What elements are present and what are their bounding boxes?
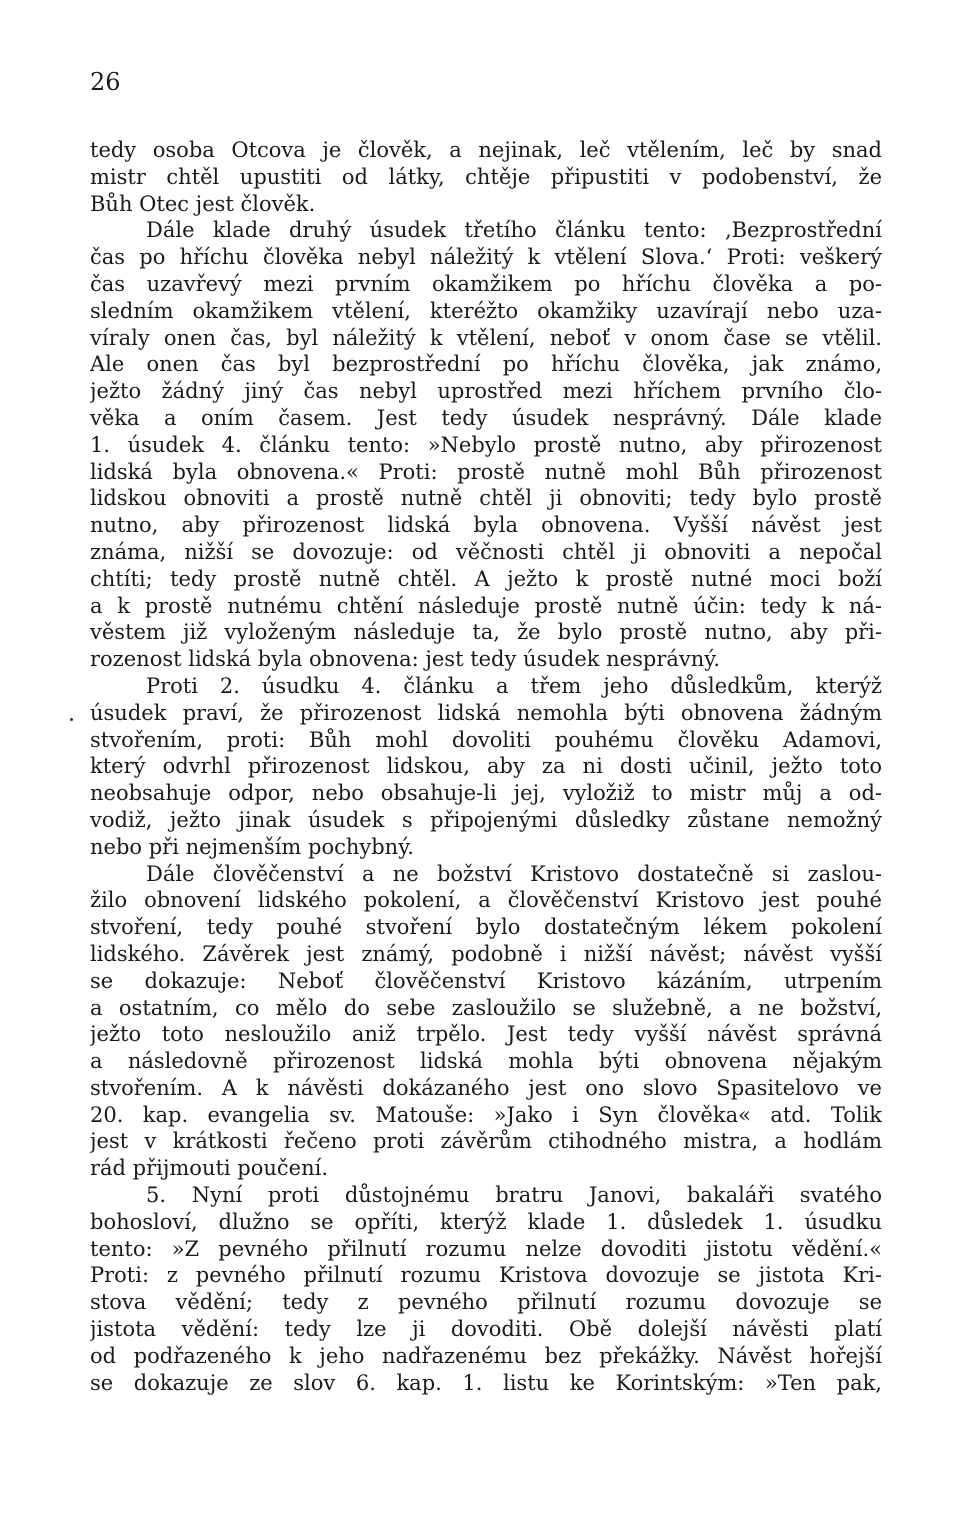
- text-line: nebo při nejmenším pochybný.: [90, 834, 414, 859]
- text-line: a následovně přirozenost lidská mohla býti obnovena nějakým: [90, 1049, 882, 1074]
- text-line: chtíti; tedy prostě nutně chtěl. A ježto k prostě nutné moci boží: [90, 566, 882, 591]
- text-line: 1. úsudek 4. článku tento: »Nebylo prostě nutno, aby přirozenost: [90, 432, 882, 457]
- text-line: lidská byla obnovena.« Proti: prostě nutně mohl Bůh přirozenost: [90, 459, 882, 484]
- text-line: neobsahuje odpor, nebo obsahuje-li jej, vyložiž to mistr můj a od-: [90, 781, 882, 806]
- text-line: ježto toto nesloužilo aniž trpělo. Jest tedy vyšší návěst správná: [90, 1022, 882, 1047]
- text-line: čas po hříchu člověka nebyl náležitý k vtělení Slova.‘ Proti: veškerý: [90, 245, 882, 270]
- text-line: 20. kap. evangelia sv. Matouše: »Jako i Syn člověka« atd. Tolik: [90, 1102, 882, 1127]
- text-line: tento: »Z pevného přilnutí rozumu nelze dovoditi jistotu vědění.«: [90, 1236, 882, 1261]
- text-line: rád přijmouti poučení.: [90, 1156, 329, 1181]
- text-line: Proti: z pevného přilnutí rozumu Kristova dovozuje se jistota Kri-: [90, 1263, 882, 1288]
- text-line: víraly onen čas, byl náležitý k vtělení, neboť v onom čase se vtělil.: [90, 325, 882, 350]
- text-line: 5. Nyní proti důstojnému bratru Janovi, bakaláři svatého: [146, 1183, 882, 1208]
- text-line: Proti 2. úsudku 4. článku a třem jeho důsledkům, kterýž: [146, 673, 882, 698]
- text-line: a k prostě nutnému chtění následuje prostě nutně účin: tedy k ná-: [90, 593, 882, 618]
- text-line: jistota vědění: tedy lze ji dovoditi. Obě dolejší návěsti platí: [90, 1317, 882, 1342]
- text-line: se dokazuje: Neboť člověčenství Kristovo kázáním, utrpením: [90, 968, 882, 993]
- text-line: se dokazuje ze slov 6. kap. 1. listu ke Korintským: »Ten pak,: [90, 1370, 882, 1395]
- margin-mark: [70, 718, 73, 721]
- text-line: stvořením. A k návěsti dokázaného jest ono slovo Spasitelovo ve: [90, 1075, 882, 1100]
- text-line: Bůh Otec jest člověk.: [90, 191, 316, 216]
- text-line: od podřazeného k jeho nadřazenému bez překážky. Návěst hořejší: [90, 1343, 882, 1368]
- text-line: lidskou obnoviti a prostě nutně chtěl ji obnoviti; tedy bylo prostě: [90, 486, 882, 511]
- body-text: [90, 137, 882, 1396]
- text-line: a ostatním, co mělo do sebe zasloužilo se služebně, a ne božství,: [90, 995, 882, 1020]
- text-line: vodiž, ježto jinak úsudek s připojenými důsledky zůstane nemožný: [90, 807, 882, 832]
- text-line: ježto žádný jiný čas nebyl uprostřed mezi hříchem prvního člo-: [90, 379, 882, 404]
- text-line: lidského. Závěrek jest známý, podobně i nižší návěst; návěst vyšší: [90, 941, 882, 966]
- text-line: známa, nižší se dovozuje: od věčnosti chtěl ji obnoviti a nepočal: [90, 539, 882, 564]
- text-line: bohosloví, dlužno se opříti, kterýž klade 1. důsledek 1. úsudku: [90, 1209, 882, 1234]
- text-line: mistr chtěl upustiti od látky, chtěje připustiti v podobenství, že: [90, 164, 882, 189]
- text-line: který odvrhl přirozenost lidskou, aby za ni dosti učinil, ježto toto: [90, 754, 882, 779]
- text-line: úsudek praví, že přirozenost lidská nemohla býti obnovena žádným: [90, 700, 882, 725]
- text-line: stvořením, proti: Bůh mohl dovoliti pouhému člověku Adamovi,: [90, 727, 882, 752]
- text-line: rozenost lidská byla obnovena: jest tedy úsudek nesprávný.: [90, 647, 721, 672]
- text-line: nutno, aby přirozenost lidská byla obnovena. Vyšší návěst jest: [90, 513, 882, 538]
- text-line: stvoření, tedy pouhé stvoření bylo dostatečným lékem pokolení: [90, 915, 882, 940]
- text-line: věka a oním časem. Jest tedy úsudek nesprávný. Dále klade: [90, 405, 882, 430]
- text-line: jest v krátkosti řečeno proti závěrům ctihodného mistra, a hodlám: [90, 1129, 882, 1154]
- text-line: věstem již vyloženým následuje ta, že bylo prostě nutno, aby při-: [90, 620, 882, 645]
- text-line: Dále klade druhý úsudek třetího článku tento: ‚Bezprostřední: [146, 218, 882, 243]
- text-line: tedy osoba Otcova je člověk, a nejinak, leč vtělením, leč by snad: [90, 138, 882, 162]
- text-line: žilo obnovení lidského pokolení, a člověčenství Kristovo jest pouhé: [90, 888, 882, 913]
- page-number: 26: [90, 68, 121, 96]
- text-line: sledním okamžikem vtělení, kteréžto okamžiky uzavírají nebo uza-: [90, 298, 882, 323]
- text-line: Dále člověčenství a ne božství Kristovo dostatečně si zaslou-: [146, 861, 882, 886]
- text-line: čas uzavřevý mezi prvním okamžikem po hříchu člověka a po-: [90, 271, 882, 296]
- text-line: stova vědění; tedy z pevného přilnutí rozumu dovozuje se: [90, 1290, 882, 1315]
- text-line: Ale onen čas byl bezprostřední po hříchu člověka, jak známo,: [90, 352, 882, 377]
